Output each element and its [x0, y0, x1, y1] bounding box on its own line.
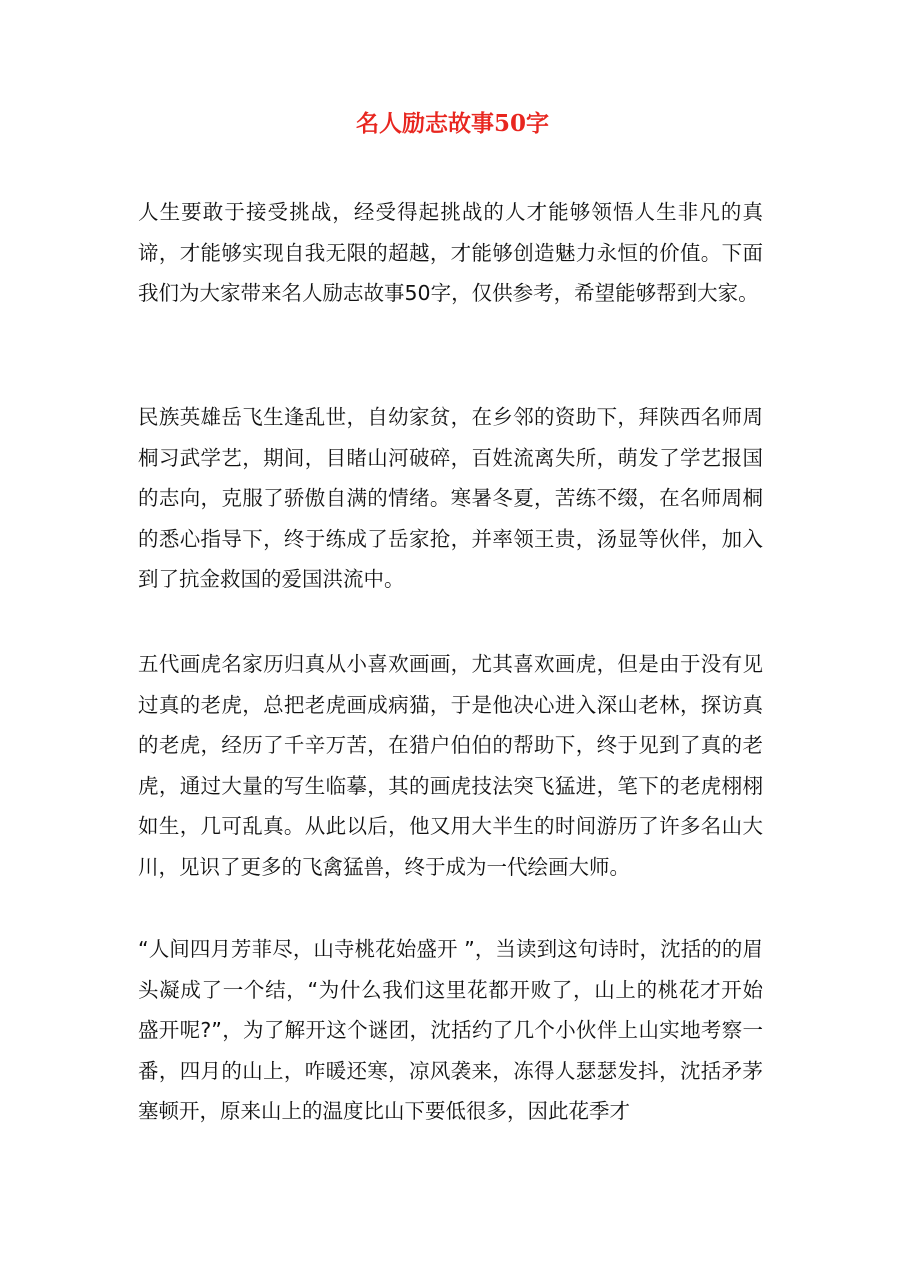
- paragraph-tiger-painter: 五代画虎名家历归真从小喜欢画画，尤其喜欢画虎，但是由于没有见过真的老虎，总把老虎画成病猫，于是他决心进入深山老林，探访真的老虎，经历了千辛万苦，在猎户伯伯的帮助下，终于见到了真的老虎，通过大量的写生临摹，其的画虎技法突飞猛进，笔下的老虎栩栩如生，几可乱真。从此以后，他又用大半生的时间游历了许多名山大川，见识了更多的飞禽猛兽，终于成为一代绘画大师。: [138, 652, 763, 879]
- paragraph-intro: 人生要敢于接受挑战，经受得起挑战的人才能够领悟人生非凡的真谛，才能够实现自我无限的超越，才能够创造魅力永恒的价值。下面我们为大家带来名人励志故事50字，仅供参考，希望能够帮到大家。: [138, 200, 763, 306]
- document-title: 名人励志故事50字: [355, 110, 549, 137]
- paragraph-yue-fei: 民族英雄岳飞生逢乱世，自幼家贫，在乡邻的资助下，拜陕西名师周桐习武学艺，期间，目睹山河破碎，百姓流离失所，萌发了学艺报国的志向，克服了骄傲自满的情绪。寒暑冬夏，苦练不缀，在名师周桐的悉心指导下，终于练成了岳家抢，并率领王贵，汤显等伙伴，加入到了抗金救国的爱国洪流中。: [138, 405, 763, 592]
- paragraph-shen-kuo: “人间四月芳菲尽，山寺桃花始盛开 ”，当读到这句诗时，沈括的的眉头凝成了一个结，“为什么我们这里花都开败了，山上的桃花才开始盛开呢?”，为了解开这个谜团，沈括约了几个小伙伴上山实地考察一番，四月的山上，咋暖还寒，凉风袭来，冻得人瑟瑟发抖，沈括矛茅塞顿开，原来山上的温度比山下要低很多，因此花季才: [138, 937, 763, 1124]
